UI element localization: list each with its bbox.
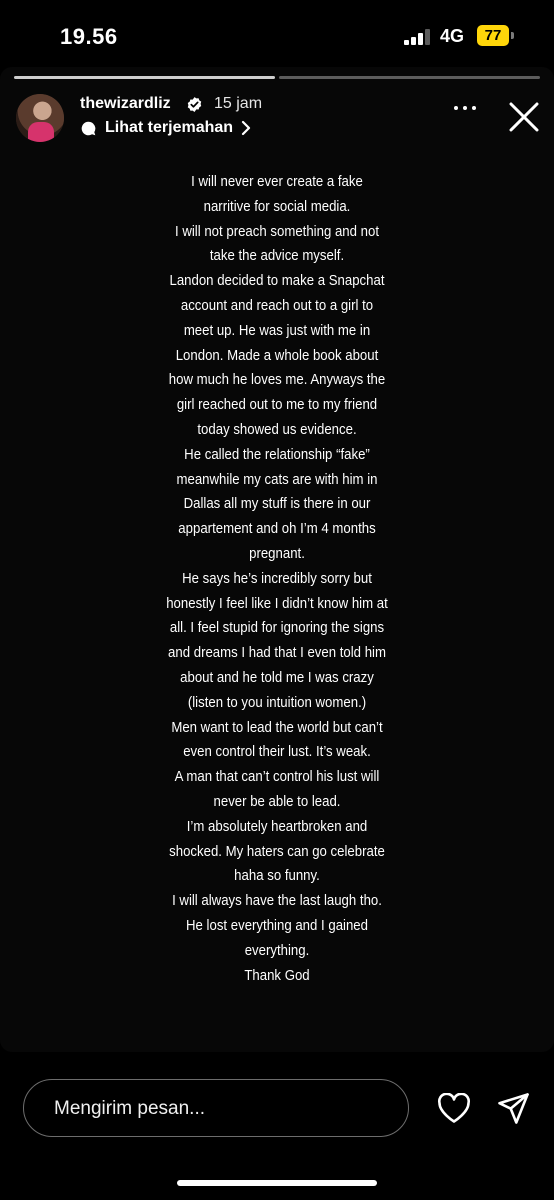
close-icon[interactable] [507, 100, 541, 134]
story-text-line: (listen to you intuition women.) [187, 693, 367, 711]
see-translation-link[interactable] [80, 119, 251, 137]
story-text-line: account and reach out to a girl to [180, 296, 374, 314]
story-text-line: appartement and oh I’m 4 months [178, 520, 376, 538]
status-time: 19.56 [60, 24, 118, 49]
story-panel[interactable] [0, 67, 554, 1052]
verified-badge-icon [186, 96, 203, 113]
battery-icon [477, 25, 515, 46]
story-text-line: today showed us evidence. [197, 420, 357, 438]
story-text-line: and dreams I had that I even told him [168, 644, 386, 662]
send-icon[interactable] [497, 1092, 530, 1125]
story-text-line: Men want to lead the world but can’t [171, 718, 383, 736]
story-text-line: all. I feel stupid for ignoring the signs [169, 619, 385, 637]
story-time-ago: 15 jam [214, 95, 263, 112]
story-text-line: about and he told me I was crazy [180, 668, 374, 686]
story-text-line: take the advice myself. [209, 247, 345, 265]
signal-icon [404, 29, 432, 45]
story-text [156, 170, 397, 988]
see-translation-label: Lihat terjemahan [105, 119, 234, 136]
story-username[interactable]: thewizardliz [80, 95, 171, 112]
battery-tip [511, 32, 514, 39]
status-bar [0, 0, 554, 70]
story-text-line: how much he loves me. Anyways the [168, 371, 386, 389]
story-text-line: meet up. He was just with me in [183, 321, 371, 339]
battery-level: 77 [477, 25, 509, 46]
story-text-line: meanwhile my cats are with him in [176, 470, 378, 488]
chat-bubble-icon [80, 120, 97, 137]
story-text-line: I will always have the last laugh tho. [172, 892, 382, 910]
story-text-line: I’m absolutely heartbroken and [186, 817, 368, 835]
message-input[interactable] [52, 1080, 386, 1137]
story-text-line: never be able to lead. [213, 792, 341, 810]
network-type: 4G [440, 26, 465, 46]
story-text-line: He called the relationship “fake” [184, 445, 370, 463]
story-text-line: I will not preach something and not [175, 222, 379, 240]
home-indicator [177, 1180, 377, 1186]
more-options-icon[interactable] [454, 103, 484, 113]
progress-segment [14, 76, 275, 79]
story-text-line: London. Made a whole book about [175, 346, 379, 364]
message-field[interactable] [23, 1079, 409, 1137]
story-text-line: girl reached out to me to my friend [176, 396, 378, 414]
story-text-line: He says he’s incredibly sorry but [182, 569, 372, 587]
story-text-line: haha so funny. [234, 867, 320, 885]
progress-segment [279, 76, 540, 79]
story-text-line: Dallas all my stuff is there in our [183, 495, 371, 513]
story-text-line: shocked. My haters can go celebrate [169, 842, 385, 860]
story-text-line: Landon decided to make a Snapchat [169, 272, 385, 290]
story-text-line: A man that can’t control his lust will [174, 768, 380, 786]
story-text-line: honestly I feel like I didn’t know him at [166, 594, 388, 612]
avatar[interactable] [16, 94, 64, 142]
chevron-right-icon [241, 120, 251, 136]
story-text-line: I will never ever create a fake [191, 173, 363, 190]
story-text-line: narritive for social media. [203, 197, 351, 215]
story-text-line: everything. [244, 941, 310, 959]
story-text-line: Thank God [244, 966, 310, 984]
story-text-line: He lost everything and I gained [186, 916, 368, 934]
story-text-line: even control their lust. It’s weak. [183, 743, 371, 761]
story-progress [14, 76, 540, 79]
story-text-line: pregnant. [249, 544, 305, 562]
heart-icon[interactable] [437, 1093, 471, 1124]
